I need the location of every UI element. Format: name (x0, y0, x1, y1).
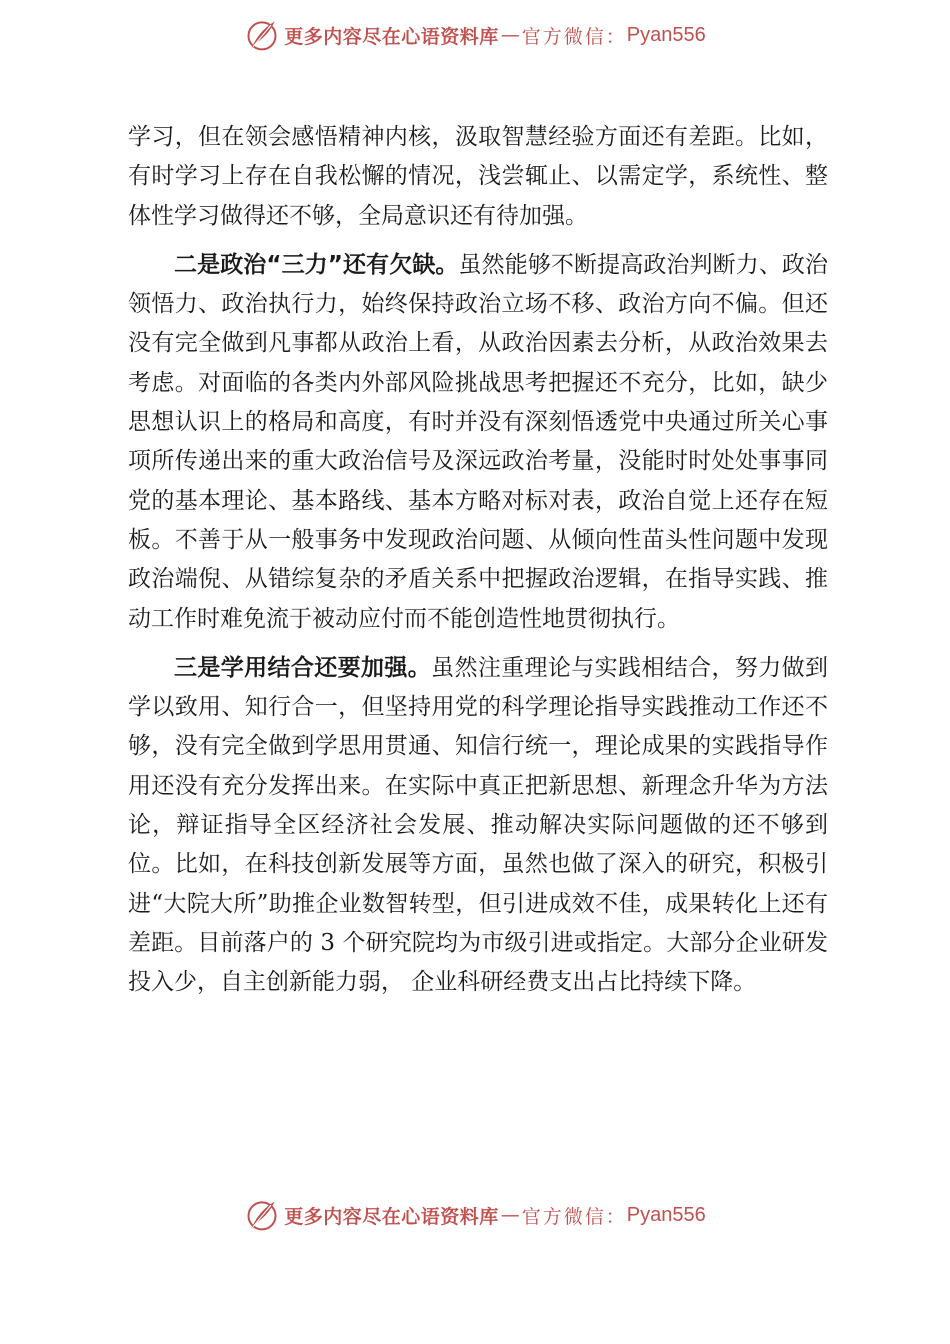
footer-official-label: 官方微信： (521, 1205, 627, 1228)
feather-pen-logo-icon (244, 1197, 280, 1233)
banner-official-label: 官方微信： (521, 25, 627, 48)
footer-brand-text: 更多内容尽在心语资料库 (284, 1205, 499, 1228)
paragraph-3-text: 虽然注重理论与实践相结合，努力做到学以致用、知行合一，但坚持用党的科学理论指导实践推动工作还不够，没有完全做到学思用贯通、知信行统一，理论成果的实践指导作用还没有充分发挥出来。在实际中真正把新思想、新理念升华为方法论，辩证指导全区经济社会发展、推动解决实际问题做的还不够到位。比如，在科技创新发展等方面，虽然也做了深入的研究，积极引进“大院大所”助推企业数智转型，但引进成效不佳，成果转化上还有差距。目前落户的 3 个研究院均为市级引进或指定。大部分企业研发投入少，自主创新能力弱， 企业科研经费支出占比持续下降。 (128, 654, 829, 996)
footer-dash: — (500, 1204, 520, 1226)
paragraph-1-text: 学习，但在领会感悟精神内核，汲取智慧经验方面还有差距。比如，有时学习上存在自我松懈的情况，浅尝辄止、以需定学，系统性、整体性学习做得还不够，全局意识还有待加强。 (128, 124, 828, 229)
paragraph-1 (128, 118, 828, 236)
banner-brand-text: 更多内容尽在心语资料库 (284, 25, 499, 48)
feather-pen-logo-icon (244, 17, 280, 53)
banner-wechat-id: Pyan556 (626, 23, 706, 46)
footer-banner (0, 1195, 950, 1235)
banner-dash: — (500, 24, 520, 46)
paragraph-2-heading: 二是政治“三力”还有欠缺。 (174, 251, 459, 278)
paragraph-3 (128, 649, 828, 1003)
header-banner (0, 15, 950, 55)
paragraph-2-text: 虽然能够不断提高政治判断力、政治领悟力、政治执行力，始终保持政治立场不移、政治方向不偏。但还没有完全做到凡事都从政治上看，从政治因素去分析，从政治效果去考虑。对面临的各类内外部风险挑战思考把握还不充分，比如，缺少思想认识上的格局和高度，有时并没有深刻悟透党中央通过所关心事项所传递出来的重大政治信号及深远政治考量，没能时时处处事事同党的基本理论、基本路线、基本方略对标对表，政治自觉上还存在短板。不善于从一般事务中发现政治问题、从倾向性苗头性问题中发现政治端倪、从错综复杂的矛盾关系中把握政治逻辑，在指导实践、推动工作时难免流于被动应付而不能创造性地贯彻执行。 (128, 251, 829, 632)
paragraph-3-heading: 三是学用结合还要加强。 (174, 654, 432, 681)
footer-wechat-id: Pyan556 (626, 1203, 706, 1226)
paragraph-2 (128, 246, 828, 639)
document-body (128, 118, 828, 1013)
